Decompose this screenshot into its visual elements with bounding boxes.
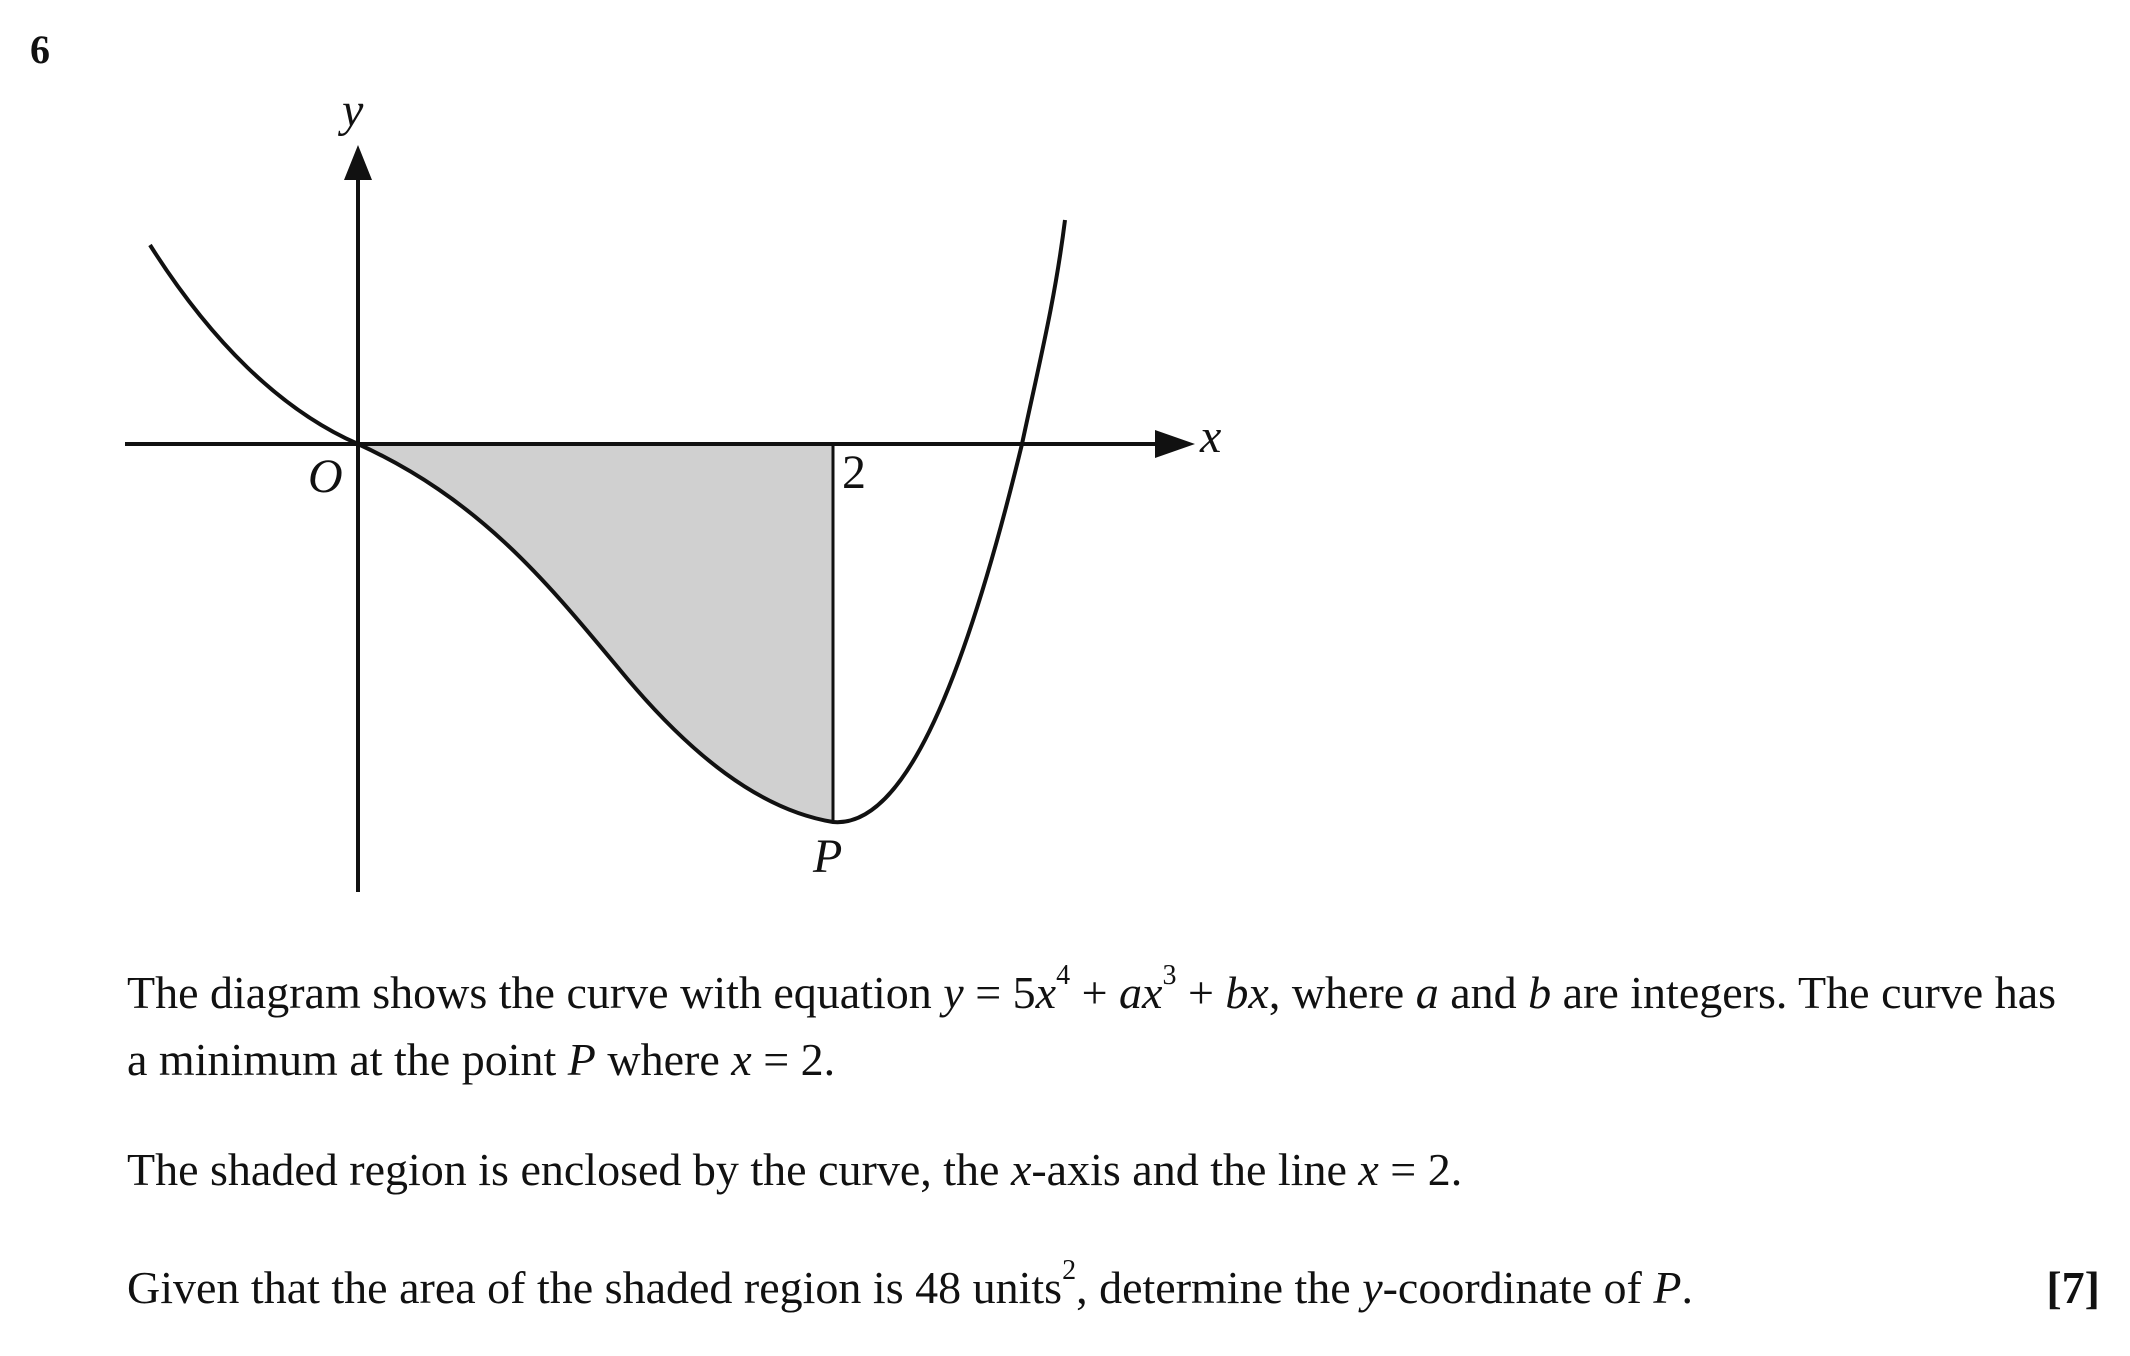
- var-y: y: [1362, 1262, 1383, 1313]
- x-tick-label: 2: [842, 446, 866, 499]
- text-span: +: [1176, 967, 1226, 1018]
- term-bx: bx: [1225, 967, 1269, 1018]
- var-P: P: [567, 1034, 596, 1085]
- text-span: .: [1681, 1262, 1693, 1313]
- text-span: , where: [1268, 967, 1416, 1018]
- var-b: b: [1528, 967, 1552, 1018]
- text-span: The diagram shows the curve with equation: [127, 967, 944, 1018]
- text-span: -axis and the line: [1031, 1144, 1359, 1195]
- paragraph-question: [127, 1255, 2077, 1325]
- paragraph-curve-description: [127, 960, 2077, 1090]
- origin-label: O: [308, 450, 343, 503]
- text-span: = 5: [963, 967, 1036, 1018]
- text-span: = 2.: [1378, 1144, 1463, 1195]
- var-x: x: [1010, 1144, 1032, 1195]
- text-span: where: [595, 1034, 732, 1085]
- term-ax: ax: [1119, 967, 1163, 1018]
- text-span: The shaded region is enclosed by the curve, the: [127, 1144, 1011, 1195]
- y-axis-label: y: [342, 84, 364, 137]
- text-span: = 2.: [751, 1034, 836, 1085]
- shaded-region: [358, 444, 833, 822]
- x-axis-arrow-icon: [1155, 430, 1195, 458]
- paragraph-shaded-region: [127, 1140, 2077, 1200]
- exponent: 3: [1162, 960, 1177, 991]
- text-span: Given that the area of the shaded region is 48 units: [127, 1262, 1063, 1313]
- marks-label: [7]: [2046, 1262, 2100, 1313]
- var-x: x: [1035, 967, 1057, 1018]
- text-span: are integers. The curve has a minimum at the point: [127, 967, 2057, 1085]
- var-y: y: [943, 967, 964, 1018]
- exponent: 4: [1056, 960, 1071, 991]
- var-x: x: [731, 1034, 752, 1085]
- y-axis-arrow-icon: [344, 145, 372, 180]
- text-span: and: [1438, 967, 1529, 1018]
- x-axis-label: x: [1200, 410, 1222, 463]
- point-label: P: [813, 830, 843, 883]
- var-P: P: [1653, 1262, 1682, 1313]
- exponent: 2: [1062, 1255, 1077, 1286]
- text-span: , determine the: [1076, 1262, 1363, 1313]
- curve-diagram: [0, 0, 1400, 930]
- var-x: x: [1358, 1144, 1379, 1195]
- var-a: a: [1415, 967, 1439, 1018]
- question-number: 6: [30, 27, 50, 72]
- text-span: +: [1070, 967, 1120, 1018]
- text-span: -coordinate of: [1382, 1262, 1654, 1313]
